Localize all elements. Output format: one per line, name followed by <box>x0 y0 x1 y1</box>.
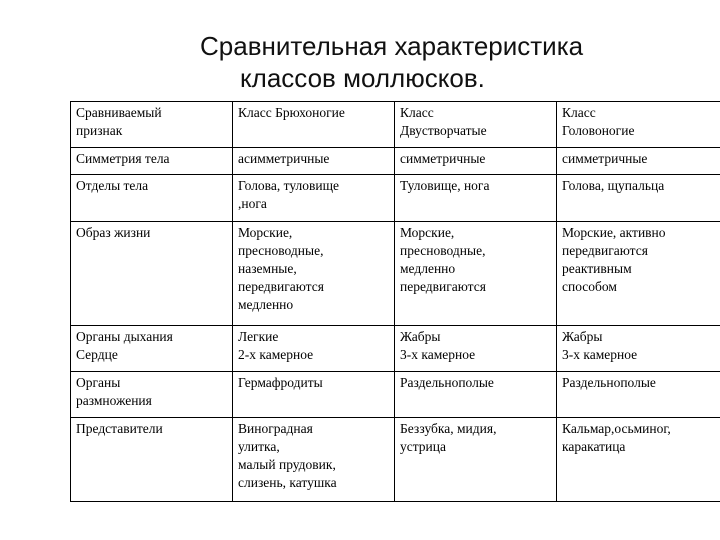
table-cell <box>233 175 395 222</box>
table-row <box>71 372 720 418</box>
table-cell <box>395 222 557 326</box>
table-cell <box>395 418 557 502</box>
page-title <box>0 30 720 94</box>
table-cell <box>557 148 720 175</box>
cell-text: Морские, пресноводные, медленно передвигаются <box>400 225 486 294</box>
cell-text: Образ жизни <box>76 225 151 240</box>
table-cell <box>395 148 557 175</box>
header-cell-cephalopods <box>557 102 720 148</box>
table-cell <box>71 326 233 372</box>
table-cell <box>557 175 720 222</box>
cell-text: Раздельнополые <box>562 375 656 390</box>
table-row <box>71 326 720 372</box>
table-cell <box>395 372 557 418</box>
table-cell <box>395 175 557 222</box>
table-cell <box>233 222 395 326</box>
table-cell <box>71 418 233 502</box>
cell-text: Раздельнополые <box>400 375 494 390</box>
table-cell <box>557 222 720 326</box>
cell-text: Голова, туловище ,нога <box>238 178 339 211</box>
cell-text: симметричные <box>562 151 648 166</box>
table-cell <box>233 372 395 418</box>
table-cell <box>557 418 720 502</box>
table-row <box>71 222 720 326</box>
cell-text: Симметрия тела <box>76 151 170 166</box>
table-cell <box>71 148 233 175</box>
cell-text: Туловище, нога <box>400 178 490 193</box>
header-cell-feature <box>71 102 233 148</box>
cell-text: Органы размножения <box>76 375 152 408</box>
header-label: Класс Головоногие <box>562 105 635 138</box>
cell-text: Жабры 3-х камерное <box>400 329 476 362</box>
header-label: Сравниваемый признак <box>76 105 162 138</box>
comparison-table <box>70 101 720 502</box>
table-cell <box>233 326 395 372</box>
table-cell <box>233 148 395 175</box>
table-row <box>71 148 720 175</box>
table-row <box>71 418 720 502</box>
table-header-row <box>71 102 720 148</box>
cell-text: Морские, активно передвигаются реактивным способом <box>562 225 666 294</box>
cell-text: Кальмар,осьминог, каракатица <box>562 421 671 454</box>
cell-text: Голова, щупальца <box>562 178 665 193</box>
title-line-1: Сравнительная характеристика <box>200 31 584 61</box>
cell-text: Жабры 3-х камерное <box>562 329 638 362</box>
cell-text: Гермафродиты <box>238 375 323 390</box>
cell-text: симметричные <box>400 151 486 166</box>
cell-text: асимметричные <box>238 151 330 166</box>
table-row <box>71 175 720 222</box>
cell-text: Легкие 2-х камерное <box>238 329 314 362</box>
table-cell <box>71 372 233 418</box>
header-label: Класс Двустворчатые <box>400 105 487 138</box>
table-cell <box>557 372 720 418</box>
table-cell <box>557 326 720 372</box>
cell-text: Представители <box>76 421 163 436</box>
table-cell <box>71 222 233 326</box>
cell-text: Отделы тела <box>76 178 149 193</box>
cell-text: Виноградная улитка, малый прудовик, слизень, катушка <box>238 421 337 490</box>
title-line-2: классов моллюсков. <box>240 63 485 93</box>
header-cell-gastropods <box>233 102 395 148</box>
header-label: Класс Брюхоногие <box>238 105 345 120</box>
table-cell <box>395 326 557 372</box>
header-cell-bivalves <box>395 102 557 148</box>
cell-text: Беззубка, мидия, устрица <box>400 421 497 454</box>
cell-text: Морские, пресноводные, наземные, передвигаются медленно <box>238 225 324 312</box>
table-cell <box>71 175 233 222</box>
cell-text: Органы дыхания Сердце <box>76 329 173 362</box>
table-cell <box>233 418 395 502</box>
